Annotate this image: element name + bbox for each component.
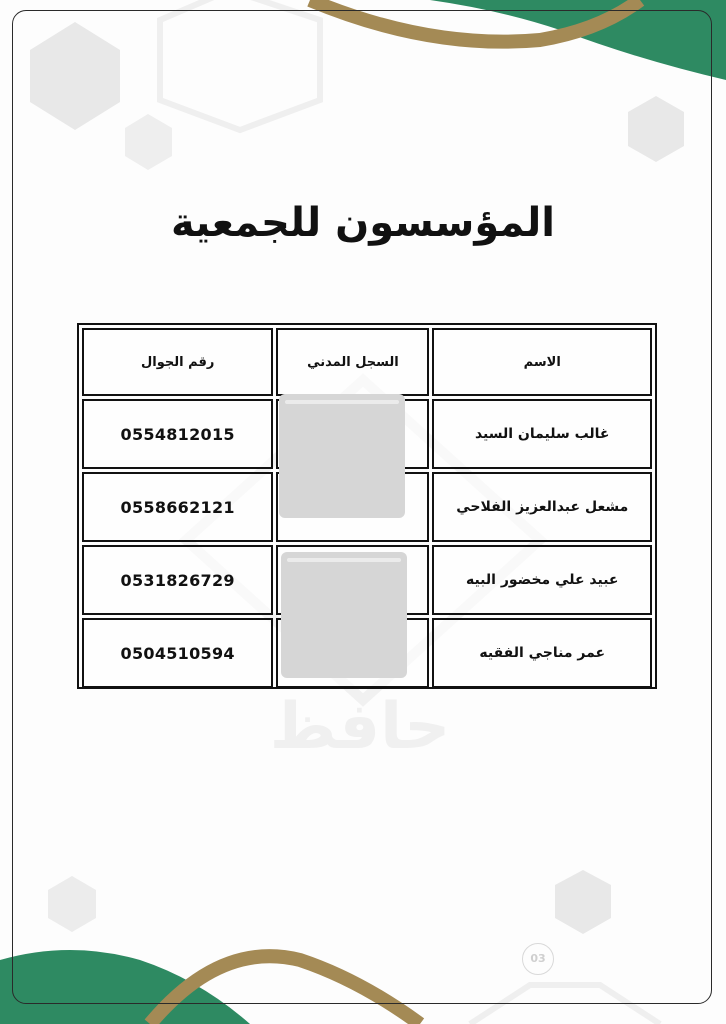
redaction-block-bottom (281, 552, 407, 678)
cell-phone: 0504510594 (82, 618, 273, 688)
header-civil-id: السجل المدني (276, 328, 429, 396)
header-name: الاسم (432, 328, 652, 396)
cell-name: مشعل عبدالعزيز الفلاحي (432, 472, 652, 542)
cell-phone: 0554812015 (82, 399, 273, 469)
page-title: المؤسسون للجمعية (171, 200, 555, 246)
cell-name: غالب سليمان السيد (432, 399, 652, 469)
watermark-text: حافظ (269, 690, 451, 764)
redaction-block-top (279, 394, 405, 518)
cell-name: عمر مناجي الفقيه (432, 618, 652, 688)
table-header-row (82, 328, 652, 396)
header-phone: رقم الجوال (82, 328, 273, 396)
page-number-badge: 03 (522, 943, 554, 975)
cell-name: عبيد علي مخضور البيه (432, 545, 652, 615)
cell-phone: 0531826729 (82, 545, 273, 615)
cell-phone: 0558662121 (82, 472, 273, 542)
